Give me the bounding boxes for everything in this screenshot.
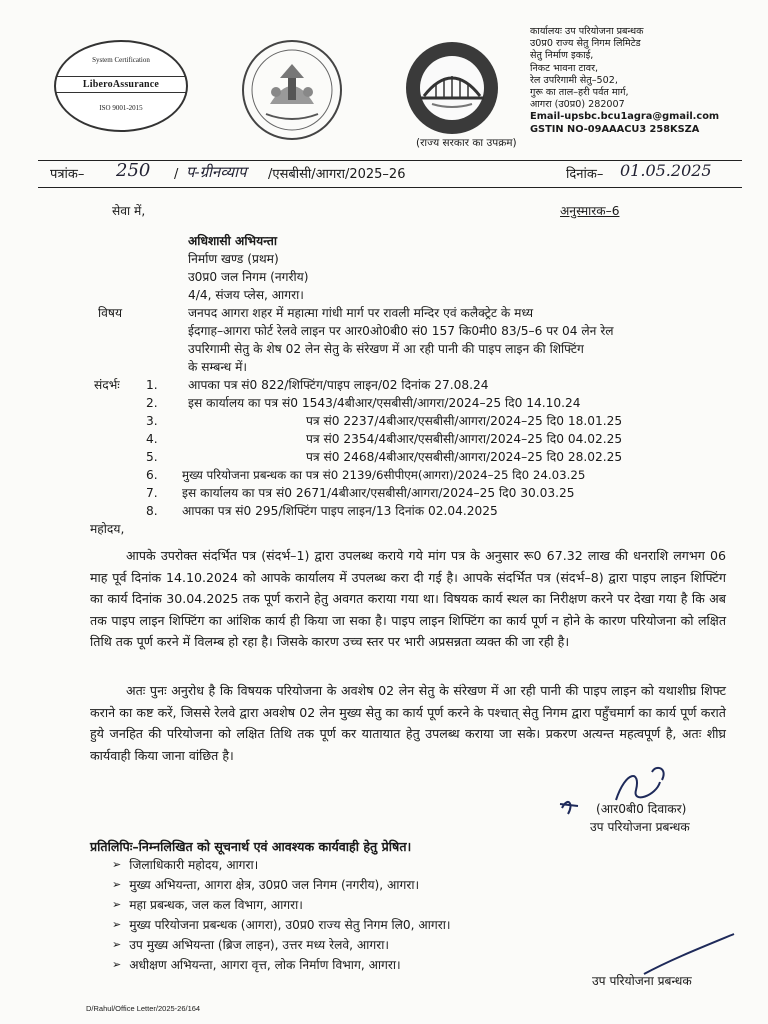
- copy-to-item: महा प्रबन्धक, जल कल विभाग, आगरा।: [129, 898, 303, 912]
- reference-num: 6.: [146, 468, 158, 482]
- reference-num: 4.: [146, 432, 158, 446]
- arrow-bullet-icon: ➢: [112, 858, 122, 871]
- list-item: [112, 856, 450, 874]
- arrow-bullet-icon: ➢: [112, 938, 122, 951]
- copy-to-item: जिलाधिकारी महोदय, आगरा।: [129, 858, 259, 872]
- arrow-bullet-icon: ➢: [112, 918, 122, 931]
- recipient-line: अधिशासी अभियन्ता: [188, 234, 278, 248]
- arrow-bullet-icon: ➢: [112, 878, 122, 891]
- subject-line: जनपद आगरा शहर में महात्मा गांधी मार्ग पर रावली मन्दिर एवं कलैक्ट्रेट के मध्य: [188, 306, 534, 320]
- ref-number-handwritten: 250: [116, 160, 151, 181]
- reference-item: आपका पत्र सं0 822/शिफ्टिंग/पाइप लाइन/02 दिनांक 27.08.24: [188, 378, 489, 392]
- reference-item: पत्र सं0 2354/4बीआर/एसबीसी/आगरा/2024–25 दि0 04.02.25: [306, 432, 623, 446]
- cert-name: LiberoAssurance: [56, 76, 186, 93]
- reference-num: 5.: [146, 450, 158, 464]
- salutation: महोदय,: [90, 522, 125, 536]
- arrow-bullet-icon: ➢: [112, 898, 122, 911]
- certification-logo: [54, 40, 188, 132]
- date-handwritten: 01.05.2025: [620, 161, 712, 180]
- ref-rest: /एसबीसी/आगरा/2025–26: [268, 167, 406, 182]
- body-paragraph-2: अतः पुनः अनुरोध है कि विषयक परियोजना के अवशेष 02 लेन सेतु के संरेखण में आ रही पानी की पाइप लाइन को यथाशीघ्र शिफ्ट कराने का कष्ट करें, जिससे रेलवे द्वारा अवशेष 02 लेन मुख्य सेतु का कार्य पूर्ण करने के पश्चात् सेतु निगम द्वारा पहुँचमार्ग का कार्य पूर्ण कराते हुये जनहित की परियोजना को लक्षित तिथि तक पूर्ण कर यातायात हेतु उपलब्ध कराया जा सके। प्रकरण अत्यन्त महत्वपूर्ण है, अतः शीघ्र कार्यवाही किया जाना वांछित है।: [90, 683, 726, 763]
- reference-num: 7.: [146, 486, 158, 500]
- list-item: [112, 876, 450, 894]
- recipient-line: उ0प्र0 जल निगम (नगरीय): [188, 270, 309, 284]
- rajya-sarkar-caption: (राज्य सरकार का उपक्रम): [416, 137, 517, 149]
- reference-item: मुख्य परियोजना प्रबन्धक का पत्र सं0 2139/6सीपीएम(आगरा)/2024–25 दि0 24.03.25: [182, 468, 586, 482]
- address-line: निकट भावना टावर,: [530, 62, 599, 74]
- reference-item: इस कार्यालय का पत्र सं0 2671/4बीआर/एसबीसी/आगरा/2024–25 दि0 30.03.25: [182, 486, 575, 500]
- cert-top-text: System Certification: [92, 56, 150, 64]
- copy-to-item: अधीक्षण अभियन्ता, आगरा वृत्त, लोक निर्माण विभाग, आगरा।: [129, 958, 401, 972]
- references-label: संदर्भः: [94, 378, 120, 392]
- signatory-name: (आर0बी0 दिवाकर): [596, 802, 687, 816]
- address-line: उ0प्र0 राज्य सेतु निगम लिमिटेड: [530, 38, 641, 50]
- signatory-designation: उप परियोजना प्रबन्धक: [590, 820, 690, 834]
- reference-item: आपका पत्र सं0 295/शिफ्टिंग पाइप लाइन/13 दिनांक 02.04.2025: [182, 504, 498, 518]
- file-reference: D/Rahul/Office Letter/2025-26/164: [86, 1004, 201, 1013]
- subject-line: ईदगाह–आगरा फोर्ट रेलवे लाइन पर आर0ओ0बी0 सं0 157 कि0मी0 83/5–6 पर 04 लेन रेल: [188, 324, 614, 338]
- anusmarak: अनुस्मारक–6: [560, 204, 620, 218]
- address-line: सेतु निर्माण इकाई,: [530, 50, 594, 62]
- arrow-bullet-icon: ➢: [112, 958, 122, 971]
- copy-to-list: [112, 856, 450, 974]
- reference-num: 1.: [146, 378, 158, 392]
- ref-code-handwritten: प-ग्रीनव्याप: [186, 163, 247, 181]
- list-item: [112, 936, 450, 954]
- cert-iso: ISO 9001-2015: [99, 104, 143, 112]
- seva-mein: सेवा में,: [112, 204, 146, 218]
- address-line: गुरू का ताल–हरी पर्वत मार्ग,: [530, 87, 629, 99]
- footer-designation: उप परियोजना प्रबन्धक: [592, 974, 692, 988]
- list-item: [112, 956, 450, 974]
- copy-to-item: मुख्य अभियन्ता, आगरा क्षेत्र, उ0प्र0 जल निगम (नगरीय), आगरा।: [129, 878, 420, 892]
- copy-to-item: मुख्य परियोजना प्रबन्धक (आगरा), उ0प्र0 राज्य सेतु निगम लि0, आगरा।: [129, 918, 451, 932]
- email: Email-upsbc.bcu1agra@gmail.com: [530, 111, 720, 123]
- reference-item: इस कार्यालय का पत्र सं0 1543/4बीआर/एसबीसी/आगरा/2024–25 दि0 14.10.24: [188, 396, 581, 410]
- date-label: दिनांक–: [566, 167, 604, 182]
- reference-num: 3.: [146, 414, 158, 428]
- list-item: [112, 916, 450, 934]
- subject-label: विषय: [98, 306, 123, 320]
- corporation-seal-icon: [392, 38, 512, 138]
- list-item: [112, 896, 450, 914]
- reference-num: 2.: [146, 396, 158, 410]
- subject-line: के सम्बन्ध में।: [188, 360, 248, 374]
- government-seal-icon: [240, 38, 344, 142]
- address-line: आगरा (उ0प्र0) 282007: [530, 99, 625, 111]
- gstin: GSTIN NO-09AAACU3 258KSZA: [530, 123, 700, 135]
- ref-label: पत्रांक–: [50, 167, 85, 182]
- reference-item: पत्र सं0 2468/4बीआर/एसबीसी/आगरा/2024–25 दि0 28.02.25: [306, 450, 623, 464]
- reference-item: पत्र सं0 2237/4बीआर/एसबीसी/आगरा/2024–25 दि0 18.01.25: [306, 414, 623, 428]
- recipient-line: निर्माण खण्ड (प्रथम): [188, 252, 279, 266]
- recipient-line: 4/4, संजय प्लेस, आगरा।: [188, 288, 304, 302]
- copy-to-heading: प्रतिलिपिः–निम्नलिखित को सूचनार्थ एवं आवश्यक कार्यवाही हेतु प्रेषित।: [90, 839, 412, 854]
- reference-num: 8.: [146, 504, 158, 518]
- body-paragraph-1: आपके उपरोक्त संदर्भित पत्र (संदर्भ–1) द्वारा उपलब्ध कराये गये मांग पत्र के अनुसार रू0 67.32 लाख की धनराशि लगभग 06 माह पूर्व दिनांक 14.10.2024 को आपके कार्यालय में उपलब्ध करा दी गई है। आपके संदर्भित पत्र (संदर्भ–8) द्वारा पाइप लाइन शिफ्टिंग का कार्य दिनांक 30.04.2025 तक पूर्ण कराने हेतु अवगत कराया गया था। विषयक कार्य स्थल का निरीक्षण करने पर देखा गया है कि अब तक पाइप लाइन शिफ्टिंग का आंशिक कार्य ही किया जा सका है। पाइप लाइन शिफ्टिंग का कार्य पूर्ण न होने के कारण परियोजना को लक्षित तिथि तक पूर्ण करने में विलम्ब हो रहा है। जिसके कारण उच्च स्तर पर भारी अप्रसन्नता व्यक्त की जा रही है।: [90, 548, 726, 649]
- subject-line: उपरिगामी सेतु के शेष 02 लेन सेतु के संरेखण में आ रही पानी की पाइप लाइन की शिफ्टिंग: [188, 342, 584, 356]
- copy-to-item: उप मुख्य अभियन्ता (ब्रिज लाइन), उत्तर मध्य रेलवे, आगरा।: [129, 938, 389, 952]
- address-line: कार्यालयः उप परियोजना प्रबन्धक: [530, 26, 644, 37]
- address-line: रेल उपरिगामी सेतु–502,: [530, 74, 618, 86]
- office-address: [530, 26, 760, 136]
